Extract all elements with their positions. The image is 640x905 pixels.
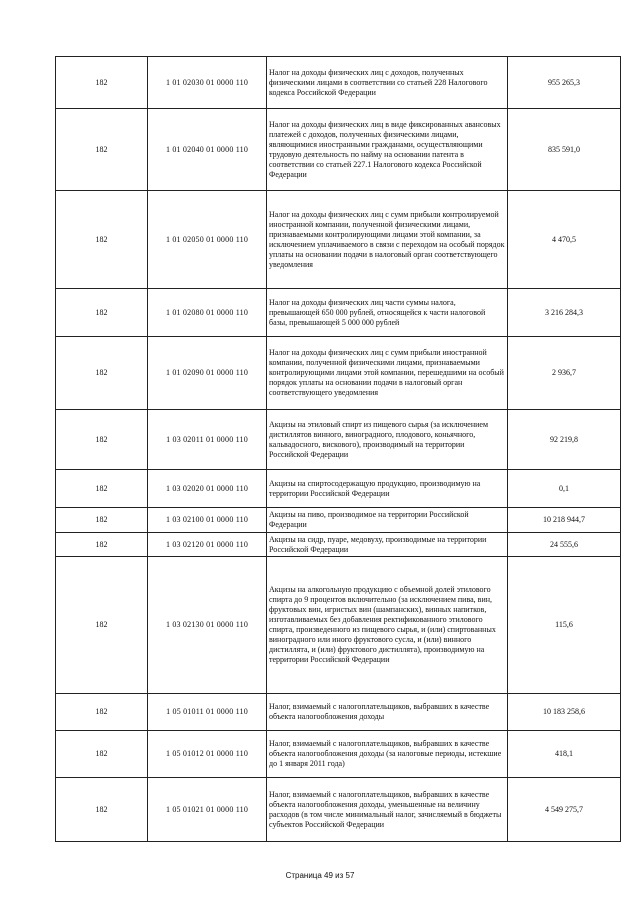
amount-cell: 10 183 258,6 [508,694,621,731]
table-row [56,191,621,289]
income-name-cell: Акцизы на пиво, производимое на территории Российской Федерации [267,508,508,533]
budget-code-cell: 1 01 02030 01 0000 110 [148,57,267,109]
income-name-cell: Акцизы на этиловый спирт из пищевого сырья (за исключением дистиллятов винного, виноградного, плодового, коньячного, кальвадосного, вискового), производимый на территории Российской Федерации [267,410,508,470]
page-number-footer: Страница 49 из 57 [285,871,355,880]
admin-code-cell: 182 [56,410,148,470]
budget-code-cell: 1 01 02050 01 0000 110 [148,191,267,289]
table-row [56,731,621,778]
table-row [56,57,621,109]
table-row [56,470,621,508]
amount-cell: 115,6 [508,557,621,694]
table-row [56,289,621,337]
admin-code-cell: 182 [56,191,148,289]
amount-cell: 2 936,7 [508,337,621,410]
admin-code-cell: 182 [56,557,148,694]
table-row [56,109,621,191]
budget-code-cell: 1 03 02130 01 0000 110 [148,557,267,694]
amount-cell: 24 555,6 [508,533,621,557]
amount-cell: 418,1 [508,731,621,778]
admin-code-cell: 182 [56,57,148,109]
table-row [56,694,621,731]
income-name-cell: Налог на доходы физических лиц части суммы налога, превышающей 650 000 рублей, относящейся к части налоговой базы, превышающей 5 000 000 рублей [267,289,508,337]
income-name-cell: Налог на доходы физических лиц в виде фиксированных авансовых платежей с доходов, полученных физическими лицами, являющимися иностранными гражданами, осуществляющими трудовую деятельность по найму на основании патента в соответствии со статьей 227.1 Налогового кодекса Российской Федерации [267,109,508,191]
budget-code-cell: 1 05 01011 01 0000 110 [148,694,267,731]
amount-cell: 4 470,5 [508,191,621,289]
amount-cell: 3 216 284,3 [508,289,621,337]
table-row [56,533,621,557]
income-name-cell: Налог, взимаемый с налогоплательщиков, выбравших в качестве объекта налогообложения доходы [267,694,508,731]
budget-code-cell: 1 05 01021 01 0000 110 [148,778,267,842]
admin-code-cell: 182 [56,289,148,337]
table-row [56,337,621,410]
table-row [56,778,621,842]
budget-code-cell: 1 03 02011 01 0000 110 [148,410,267,470]
revenue-table [55,56,621,842]
admin-code-cell: 182 [56,109,148,191]
amount-cell: 92 219,8 [508,410,621,470]
amount-cell: 4 549 275,7 [508,778,621,842]
admin-code-cell: 182 [56,694,148,731]
budget-code-cell: 1 03 02020 01 0000 110 [148,470,267,508]
income-name-cell: Налог на доходы физических лиц с доходов, полученных физическими лицами в соответствии со статьей 228 Налогового кодекса Российской Федерации [267,57,508,109]
table-row [56,508,621,533]
income-name-cell: Налог, взимаемый с налогоплательщиков, выбравших в качестве объекта налогообложения доходы (за налоговые периоды, истекшие до 1 января 2011 года) [267,731,508,778]
admin-code-cell: 182 [56,731,148,778]
table-row [56,410,621,470]
budget-code-cell: 1 03 02120 01 0000 110 [148,533,267,557]
budget-code-cell: 1 01 02080 01 0000 110 [148,289,267,337]
admin-code-cell: 182 [56,508,148,533]
table-row [56,557,621,694]
income-name-cell: Акцизы на сидр, пуаре, медовуху, производимые на территории Российской Федерации [267,533,508,557]
budget-code-cell: 1 01 02040 01 0000 110 [148,109,267,191]
amount-cell: 835 591,0 [508,109,621,191]
amount-cell: 955 265,3 [508,57,621,109]
income-name-cell: Налог на доходы физических лиц с сумм прибыли контролируемой иностранной компании, полученной физическими лицами, признаваемыми контролирующими лицами этой компании, за исключением уплачиваемого в связи с переходом на особый порядок уплаты на основании подачи в налоговый орган соответствующего уведомления [267,191,508,289]
admin-code-cell: 182 [56,533,148,557]
income-name-cell: Налог, взимаемый с налогоплательщиков, выбравших в качестве объекта налогообложения доходы, уменьшенные на величину расходов (в том числе минимальный налог, зачисляемый в бюджеты субъектов Российской Федерации [267,778,508,842]
admin-code-cell: 182 [56,470,148,508]
budget-code-cell: 1 03 02100 01 0000 110 [148,508,267,533]
income-name-cell: Акцизы на спиртосодержащую продукцию, производимую на территории Российской Федерации [267,470,508,508]
admin-code-cell: 182 [56,337,148,410]
amount-cell: 10 218 944,7 [508,508,621,533]
budget-code-cell: 1 01 02090 01 0000 110 [148,337,267,410]
admin-code-cell: 182 [56,778,148,842]
income-name-cell: Налог на доходы физических лиц с сумм прибыли иностранной компании, полученной физическими лицами, признаваемыми контролирующими лицами этой компании, перешедшими на особый порядок уплаты на основании подачи в налоговый орган соответствующего уведомления [267,337,508,410]
budget-code-cell: 1 05 01012 01 0000 110 [148,731,267,778]
income-name-cell: Акцизы на алкогольную продукцию с объемной долей этилового спирта до 9 процентов включительно (за исключением пива, вин, фруктовых вин, игристых вин (шампанских), винных напитков, изготавливаемых без добавления ректификованного этилового спирта, произведенного из пищевого сырья, и (или) спиртованных виноградного или иного фруктового сусла, и (или) винного дистиллята, и (или) фруктового дистиллята), производимую на территории Российской Федерации [267,557,508,694]
amount-cell: 0,1 [508,470,621,508]
